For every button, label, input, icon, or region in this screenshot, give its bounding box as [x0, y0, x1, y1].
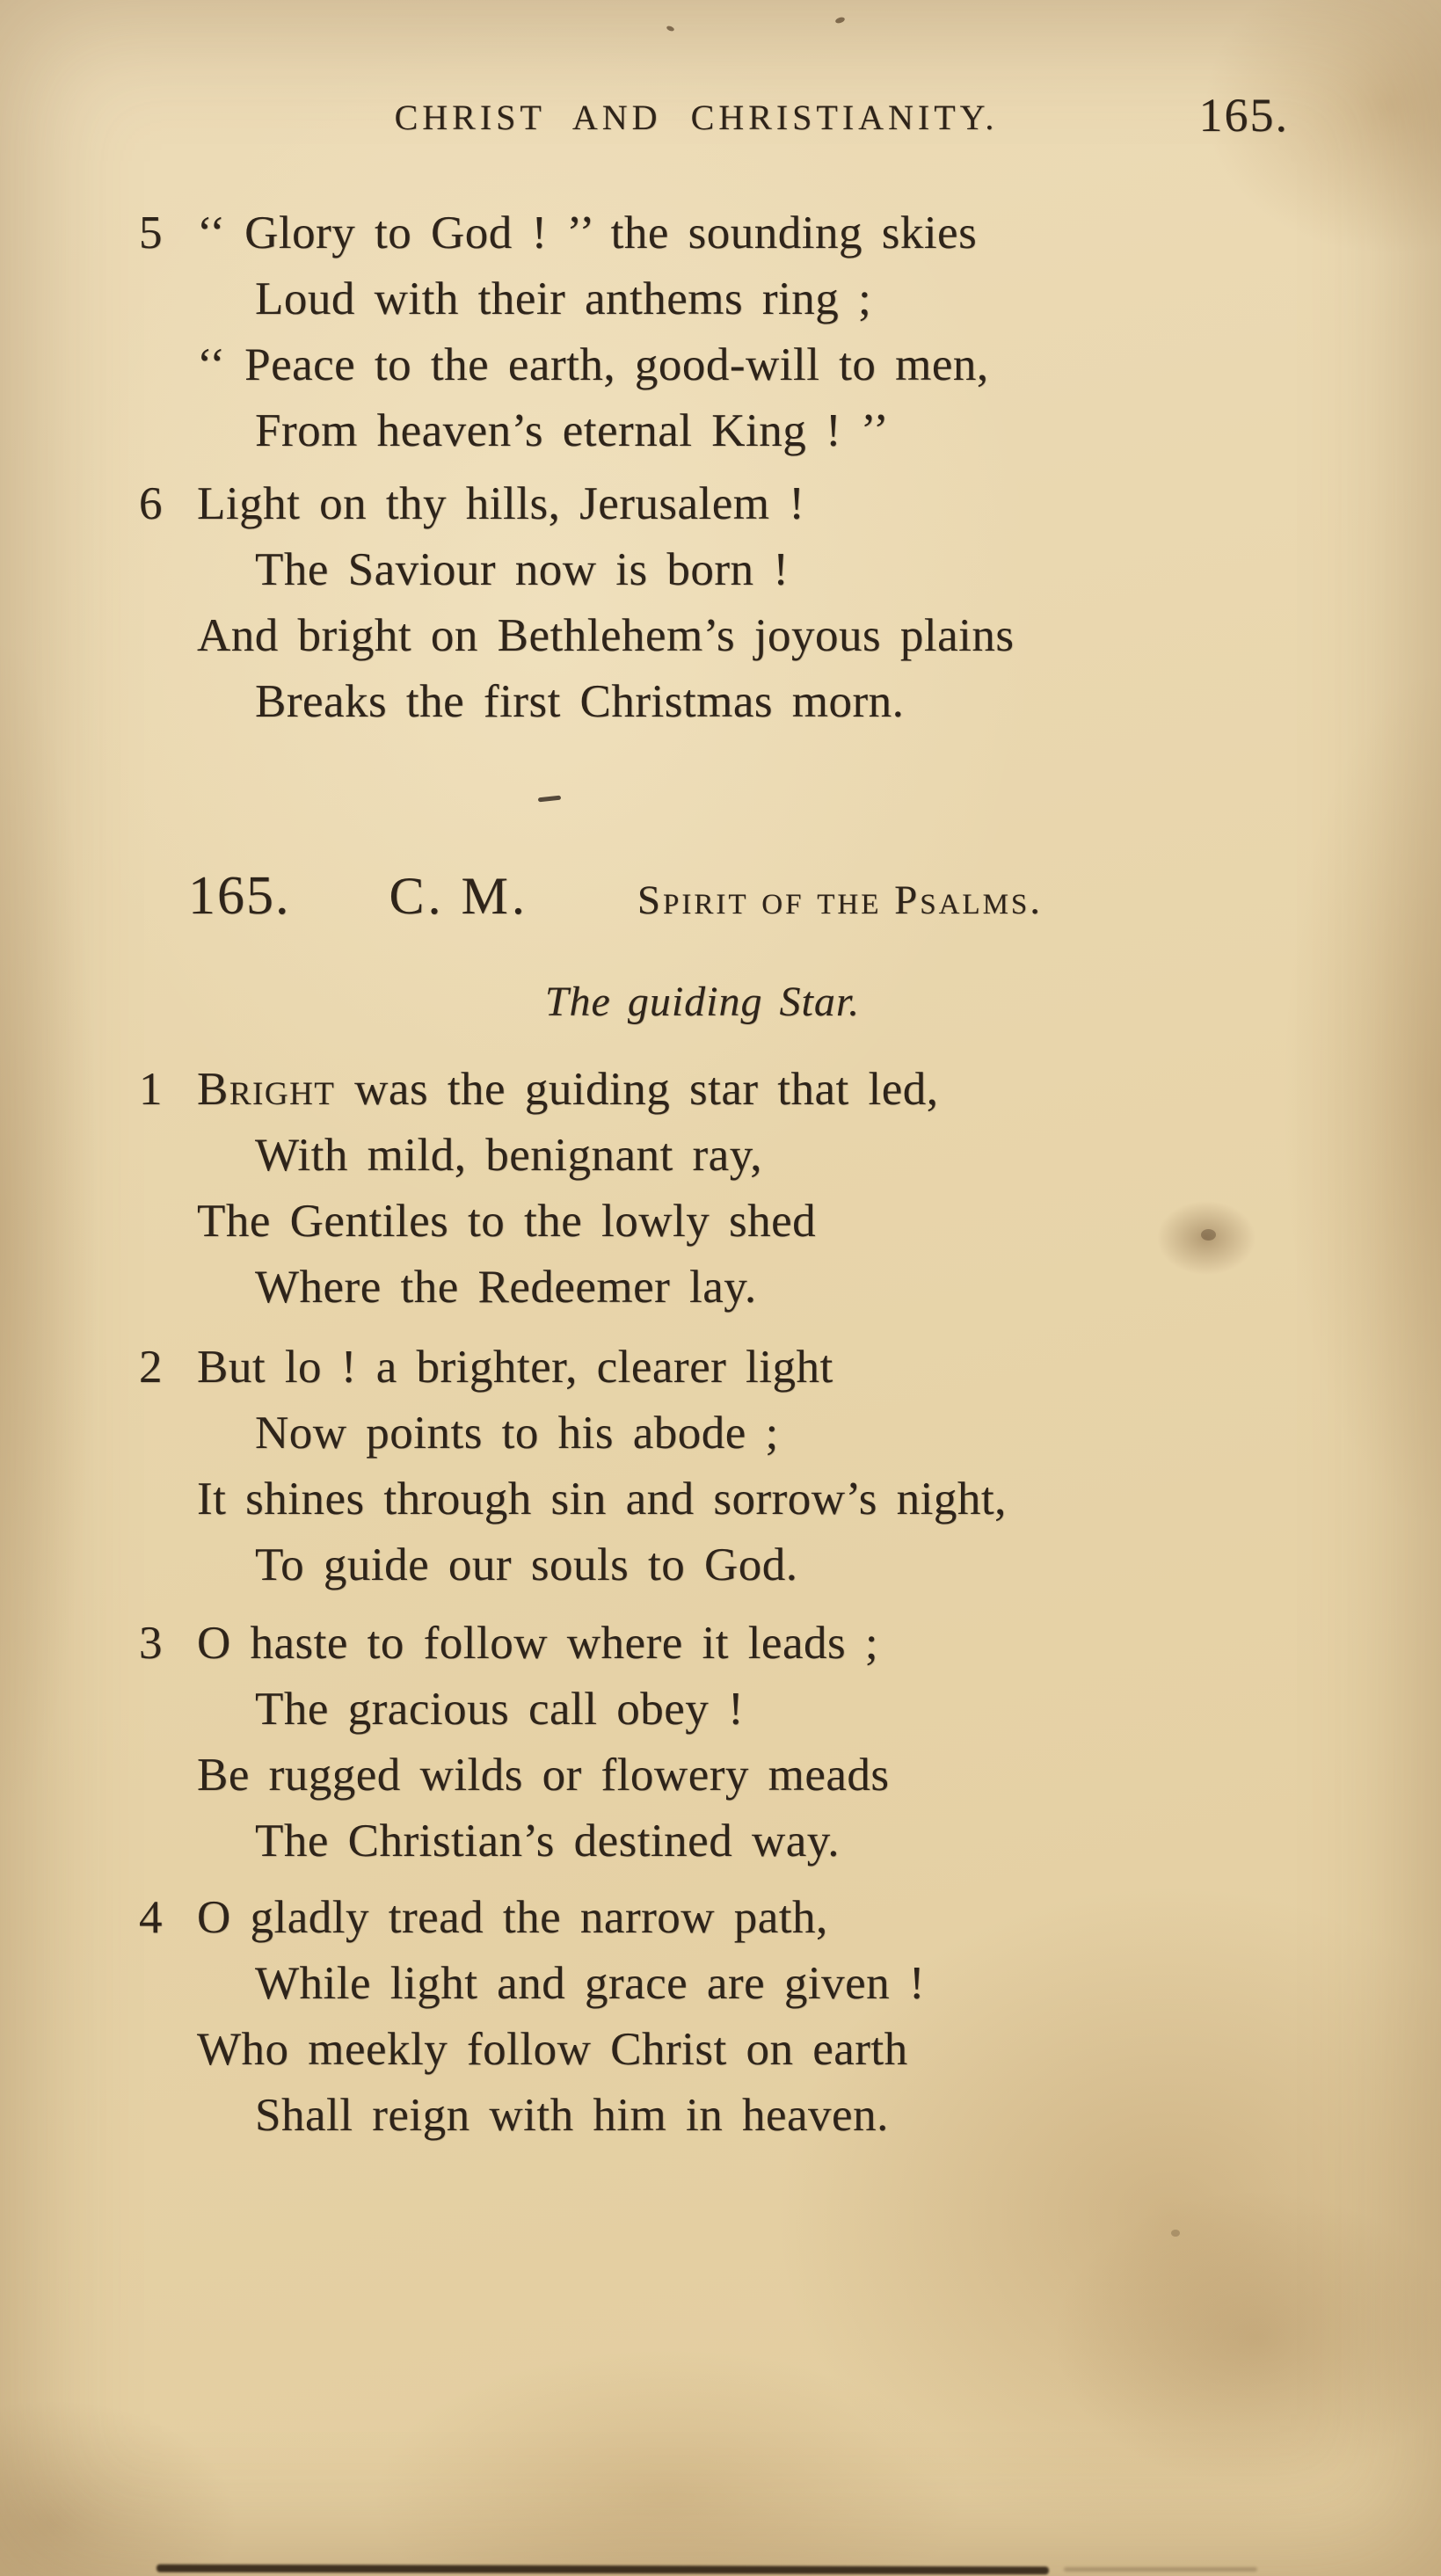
section-divider [538, 796, 561, 803]
line-rest: was the guiding star that led, [335, 1064, 939, 1115]
verse [139, 1885, 926, 2149]
verse [139, 1057, 939, 1321]
verse-line: While light and grace are given ! [255, 1958, 926, 2009]
hymn-meter: C. M. [389, 867, 528, 925]
ink-speck [834, 16, 845, 24]
verse-line: The gracious call obey ! [255, 1684, 745, 1735]
verse-line: Be rugged wilds or flowery meads [197, 1750, 890, 1801]
verse-line: Who meekly follow Christ on earth [197, 2024, 908, 2075]
verse-number: 3 [139, 1618, 163, 1669]
verse-line: The Gentiles to the lowly shed [197, 1196, 817, 1247]
verse-line: The Christian’s destined way. [255, 1816, 841, 1867]
ink-speck [666, 25, 674, 32]
hymn-number: 165. [188, 866, 291, 926]
verse-number: 2 [139, 1342, 163, 1393]
verse-number: 5 [139, 207, 163, 258]
verse-line: Shall reign with him in heaven. [255, 2090, 889, 2141]
verse-line: With mild, benignant ray, [255, 1130, 763, 1181]
hymn-heading [188, 865, 1043, 928]
scan-edge-shadow [1064, 2567, 1257, 2572]
verse-line: Light on thy hills, Jerusalem ! [197, 478, 805, 529]
verse [139, 1611, 890, 1874]
page-header [0, 88, 1393, 142]
hymn-attribution: Spirit of the Psalms. [637, 877, 1044, 923]
verse-line: O haste to follow where it leads ; [197, 1618, 879, 1669]
verse-line: It shines through sin and sorrow’s night, [197, 1474, 1007, 1524]
verse [139, 471, 1015, 735]
verse-line: And bright on Bethlehem’s joyous plains [197, 610, 1015, 661]
verse-number: 6 [139, 478, 163, 529]
verse-line: O gladly tread the narrow path, [197, 1892, 828, 1943]
running-title: CHRIST AND CHRISTIANITY. [394, 98, 999, 137]
verse-line: ‘‘ Peace to the earth, good-will to men, [197, 339, 989, 390]
verse-line: Loud with their anthems ring ; [255, 273, 872, 324]
verse-line [197, 1057, 939, 1123]
verse-number: 4 [139, 1892, 163, 1943]
verse-line: The Saviour now is born ! [255, 544, 790, 595]
verse-number: 1 [139, 1064, 163, 1115]
hymn-title: The guiding Star. [544, 979, 861, 1025]
verse-line: To guide our souls to God. [255, 1539, 798, 1590]
stain-spot [1171, 2230, 1180, 2237]
verse-line: Now points to his abode ; [255, 1408, 779, 1459]
verse-line: But lo ! a brighter, clearer light [197, 1342, 833, 1393]
lead-word: Bright [197, 1064, 336, 1115]
verse-line: From heaven’s eternal King ! ’’ [255, 405, 890, 456]
scan-edge-shadow [156, 2565, 1049, 2575]
verse-line: Breaks the first Christmas morn. [255, 676, 905, 727]
page-number: 165. [1198, 89, 1289, 142]
verse-line: Where the Redeemer lay. [255, 1262, 757, 1313]
stain-spot [1201, 1229, 1216, 1241]
verse [139, 1335, 1007, 1598]
verse-line: ‘‘ Glory to God ! ’’ the sounding skies [197, 207, 978, 258]
verse [139, 200, 989, 464]
